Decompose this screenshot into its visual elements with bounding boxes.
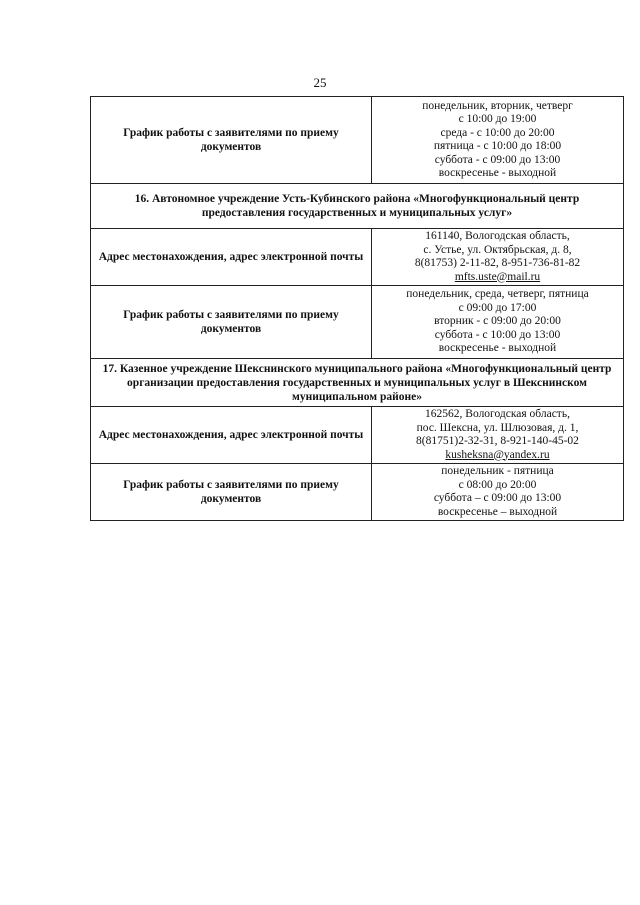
section-heading-row [91,184,624,229]
schedule-line: суббота - с 09:00 до 13:00 [434,153,561,166]
schedule-line: суббота - с 10:00 до 13:00 [434,328,561,341]
schedule-cell [372,97,624,184]
schedule-line: воскресенье – выходной [437,505,558,518]
row-label: График работы с заявителями по приему документов [91,97,372,184]
row-label: Адрес местонахождения, адрес электронной почты [91,229,372,286]
schedule-line: с 09:00 до 17:00 [458,301,537,314]
address-cell [372,407,624,464]
address-line: 162562, Вологодская область, [425,408,570,420]
schedule-line: понедельник, вторник, четверг [422,99,573,112]
email-link[interactable]: mfts.uste@mail.ru [454,270,541,283]
address-line: 161140, Вологодская область, [425,230,570,242]
schedule-line: понедельник - пятница [441,465,554,477]
table-row [91,97,624,184]
schedule-line: с 08:00 до 20:00 [458,478,537,491]
address-line: с. Устье, ул. Октябрьская, д. 8, [423,243,572,256]
row-label: Адрес местонахождения, адрес электронной почты [91,407,372,464]
schedule-line: понедельник, среда, четверг, пятница [406,288,589,301]
schedule-line: суббота – с 09:00 до 13:00 [433,492,562,504]
row-label: График работы с заявителями по приему документов [91,286,372,359]
schedule-line: воскресенье - выходной [438,167,557,179]
address-cell [372,229,624,286]
table-row [91,407,624,464]
schedule-line: с 10:00 до 19:00 [458,113,537,125]
phone-line: 8(81753) 2-11-82, 8-951-736-81-82 [414,257,581,269]
schedule-line: среда - с 10:00 до 20:00 [440,126,555,139]
table-row [91,286,624,359]
table-row [91,229,624,286]
address-line: пос. Шексна, ул. Шлюзовая, д. 1, [416,421,579,434]
page-number: 25 [313,75,327,90]
section-heading-16: 16. Автономное учреждение Усть-Кубинского района «Многофункциональный центр предоставления государственных и муниципальных услуг» [91,184,624,229]
email-link[interactable]: kusheksna@yandex.ru [445,448,550,461]
section-heading-row [91,359,624,407]
schedule-line: пятница - с 10:00 до 18:00 [433,140,562,152]
row-label: График работы с заявителями по приему документов [91,464,372,521]
table-row [91,464,624,521]
section-heading-17: 17. Казенное учреждение Шекснинского муниципального района «Многофункциональный центр организации предоставления государственных и муниципальных услуг в Шекснинском муниципальном районе» [91,359,624,407]
mfc-info-table [90,96,624,521]
schedule-cell [372,286,624,359]
phone-line: 8(81751)2-32-31, 8-921-140-45-02 [416,435,579,447]
schedule-line: вторник - с 09:00 до 20:00 [434,315,561,328]
schedule-line: воскресенье - выходной [438,342,557,355]
schedule-cell [372,464,624,521]
